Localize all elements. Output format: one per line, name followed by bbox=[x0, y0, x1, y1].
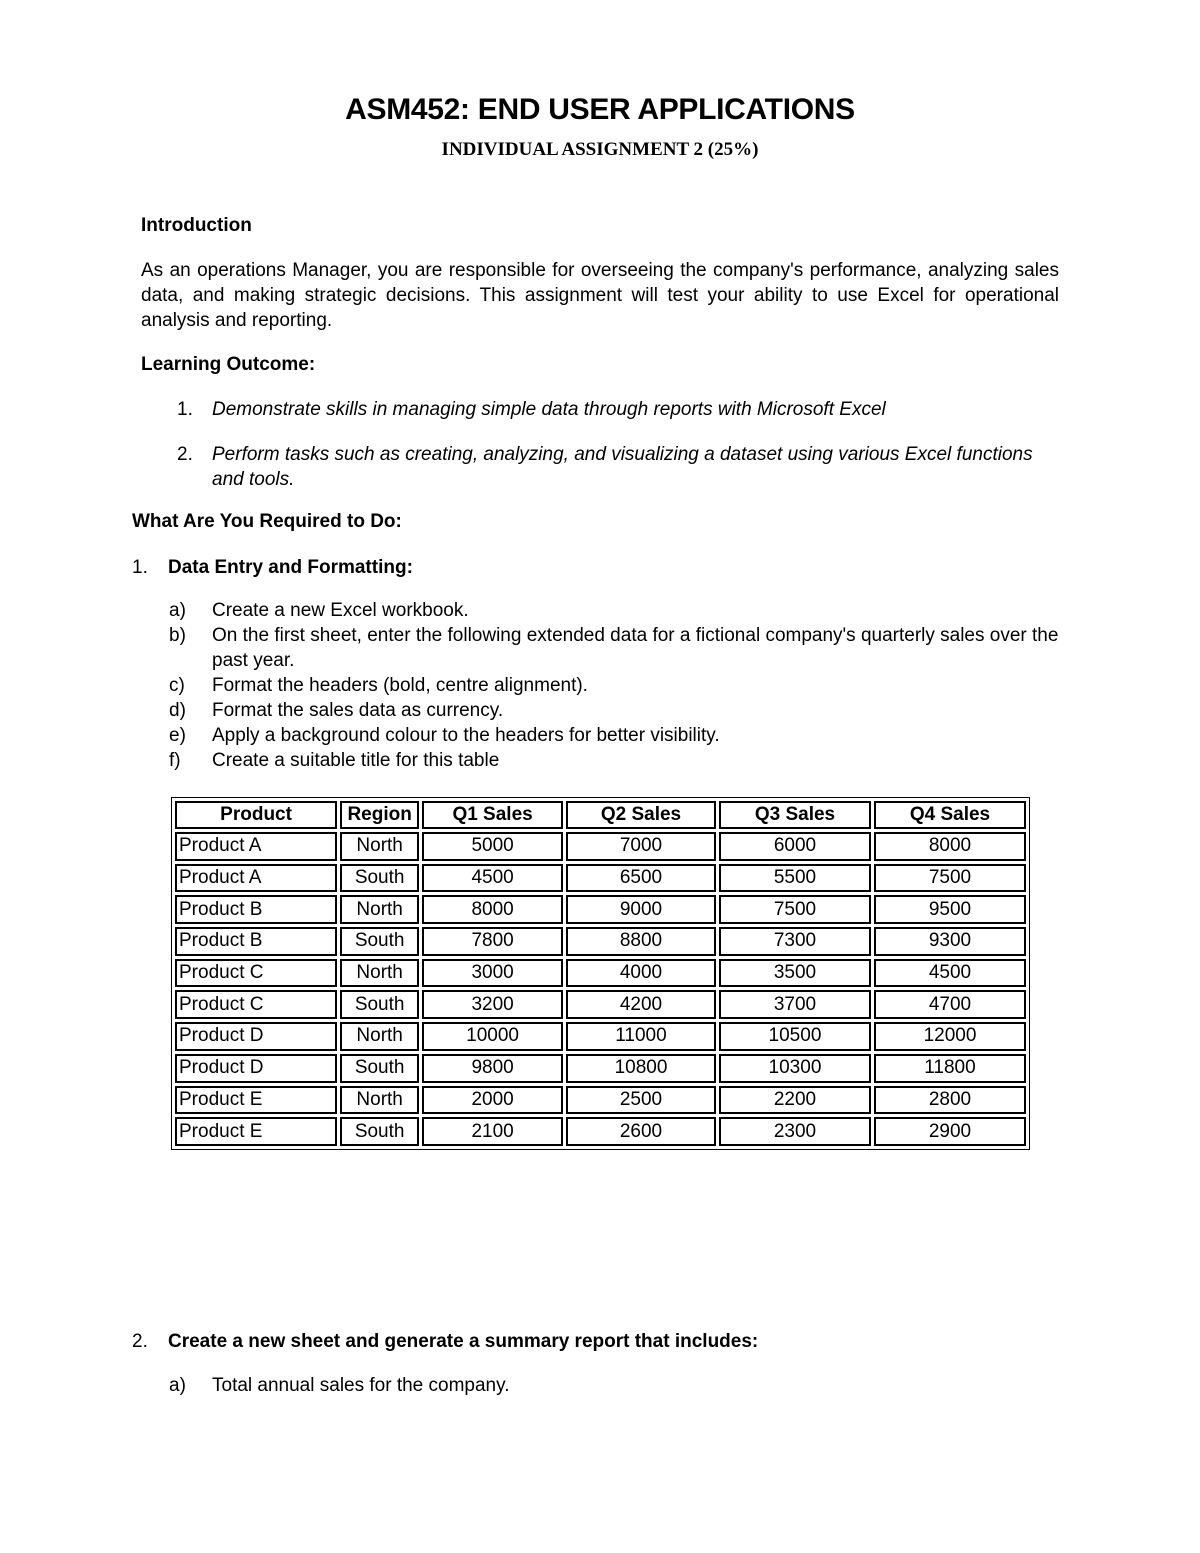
task-2-number: 2. bbox=[132, 1331, 148, 1352]
task-2-title: Create a new sheet and generate a summary report that includes: bbox=[168, 1331, 759, 1352]
item-text: On the first sheet, enter the following extended data for a fictional company's quarterly sales over the past year. bbox=[212, 625, 1059, 671]
table-cell: Product E bbox=[175, 1086, 337, 1115]
table-cell: 8000 bbox=[874, 832, 1026, 861]
column-header: Region bbox=[340, 801, 419, 829]
item-letter: f) bbox=[169, 750, 181, 771]
table-cell: 10000 bbox=[422, 1022, 563, 1051]
table-cell: South bbox=[340, 1054, 419, 1083]
table-cell: 12000 bbox=[874, 1022, 1026, 1051]
table-cell: 9000 bbox=[566, 895, 716, 924]
table-cell: South bbox=[340, 864, 419, 893]
item-text: Format the headers (bold, centre alignment). bbox=[212, 675, 588, 696]
table-header-row bbox=[175, 801, 1026, 829]
table-cell: 3500 bbox=[719, 959, 871, 988]
required-heading: What Are You Required to Do: bbox=[132, 511, 402, 532]
item-text: Create a suitable title for this table bbox=[212, 750, 500, 771]
table-cell: 6000 bbox=[719, 832, 871, 861]
table-cell: North bbox=[340, 959, 419, 988]
column-header: Q4 Sales bbox=[874, 801, 1026, 829]
table-cell: North bbox=[340, 895, 419, 924]
column-header: Q1 Sales bbox=[422, 801, 563, 829]
task-1-item bbox=[169, 673, 1059, 698]
table-cell: South bbox=[340, 990, 419, 1019]
document-subtitle: INDIVIDUAL ASSIGNMENT 2 (25%) bbox=[441, 139, 759, 160]
item-text: Format the sales data as currency. bbox=[212, 700, 504, 721]
table-row bbox=[175, 1086, 1026, 1115]
column-header: Product bbox=[175, 801, 337, 829]
table-cell: 2200 bbox=[719, 1086, 871, 1115]
table-cell: Product A bbox=[175, 832, 337, 861]
learning-outcome-number: 2. bbox=[177, 444, 193, 465]
learning-outcome-heading: Learning Outcome: bbox=[141, 354, 316, 375]
task-2-heading bbox=[132, 1329, 1059, 1354]
table-cell: 8000 bbox=[422, 895, 563, 924]
table-cell: South bbox=[340, 1117, 419, 1146]
item-text: Create a new Excel workbook. bbox=[212, 600, 469, 621]
table-cell: 2000 bbox=[422, 1086, 563, 1115]
table-row bbox=[175, 1117, 1026, 1146]
table-cell: Product C bbox=[175, 990, 337, 1019]
table-row bbox=[175, 990, 1026, 1019]
introduction-text: As an operations Manager, you are responsible for overseeing the company's performance, analyzing sales data, and making strategic decisions. This assignment will test your ability to use Excel for operational analysis and reporting. bbox=[141, 260, 1059, 331]
task-1-title: Data Entry and Formatting: bbox=[168, 557, 413, 578]
table-cell: 6500 bbox=[566, 864, 716, 893]
sales-data-table bbox=[171, 797, 1030, 1150]
table-cell: Product D bbox=[175, 1022, 337, 1051]
table-cell: 4700 bbox=[874, 990, 1026, 1019]
table-cell: 9800 bbox=[422, 1054, 563, 1083]
table-cell: 11000 bbox=[566, 1022, 716, 1051]
table-cell: 11800 bbox=[874, 1054, 1026, 1083]
table-cell: 7500 bbox=[719, 895, 871, 924]
task-2-list bbox=[169, 1373, 1059, 1398]
task-1-item bbox=[169, 623, 1059, 673]
learning-outcome-number: 1. bbox=[177, 399, 193, 420]
table-cell: North bbox=[340, 1022, 419, 1051]
table-cell: 4000 bbox=[566, 959, 716, 988]
task-2-item bbox=[169, 1373, 1059, 1398]
table-cell: 2500 bbox=[566, 1086, 716, 1115]
learning-outcome-text: Perform tasks such as creating, analyzing, and visualizing a dataset using various Excel functions and tools. bbox=[212, 444, 1033, 490]
table-cell: 10800 bbox=[566, 1054, 716, 1083]
table-cell: South bbox=[340, 927, 419, 956]
table-cell: 9300 bbox=[874, 927, 1026, 956]
table-cell: 2900 bbox=[874, 1117, 1026, 1146]
table-row bbox=[175, 895, 1026, 924]
task-1-list bbox=[169, 598, 1059, 773]
item-letter: a) bbox=[169, 600, 186, 621]
table-cell: 10300 bbox=[719, 1054, 871, 1083]
task-1-item bbox=[169, 698, 1059, 723]
table-cell: North bbox=[340, 832, 419, 861]
table-cell: 7800 bbox=[422, 927, 563, 956]
item-letter: b) bbox=[169, 625, 186, 646]
table-cell: 2300 bbox=[719, 1117, 871, 1146]
table-cell: Product A bbox=[175, 864, 337, 893]
task-1-number: 1. bbox=[132, 557, 148, 578]
table-cell: 2100 bbox=[422, 1117, 563, 1146]
table-cell: 3000 bbox=[422, 959, 563, 988]
task-1-item bbox=[169, 723, 1059, 748]
table-row bbox=[175, 959, 1026, 988]
item-text: Apply a background colour to the headers for better visibility. bbox=[212, 725, 720, 746]
table-row bbox=[175, 927, 1026, 956]
table-cell: Product B bbox=[175, 895, 337, 924]
table-cell: Product B bbox=[175, 927, 337, 956]
table-cell: 2800 bbox=[874, 1086, 1026, 1115]
item-letter: e) bbox=[169, 725, 186, 746]
table-cell: 8800 bbox=[566, 927, 716, 956]
table-cell: 4500 bbox=[422, 864, 563, 893]
column-header: Q2 Sales bbox=[566, 801, 716, 829]
task-1-item bbox=[169, 598, 1059, 623]
table-cell: 4500 bbox=[874, 959, 1026, 988]
table-cell: 7000 bbox=[566, 832, 716, 861]
table-cell: 3200 bbox=[422, 990, 563, 1019]
table-cell: 2600 bbox=[566, 1117, 716, 1146]
table-row bbox=[175, 832, 1026, 861]
item-text: Total annual sales for the company. bbox=[212, 1375, 510, 1396]
table-cell: Product E bbox=[175, 1117, 337, 1146]
table-cell: Product D bbox=[175, 1054, 337, 1083]
table-cell: Product C bbox=[175, 959, 337, 988]
table-row bbox=[175, 1022, 1026, 1051]
table-cell: 3700 bbox=[719, 990, 871, 1019]
table-cell: 5000 bbox=[422, 832, 563, 861]
table-body bbox=[175, 832, 1026, 1146]
task-1-item bbox=[169, 748, 1059, 773]
table-row bbox=[175, 864, 1026, 893]
item-letter: d) bbox=[169, 700, 186, 721]
table-cell: 5500 bbox=[719, 864, 871, 893]
document-title: ASM452: END USER APPLICATIONS bbox=[345, 93, 855, 126]
table-cell: 7300 bbox=[719, 927, 871, 956]
table-cell: 4200 bbox=[566, 990, 716, 1019]
column-header: Q3 Sales bbox=[719, 801, 871, 829]
table-cell: North bbox=[340, 1086, 419, 1115]
item-letter: a) bbox=[169, 1375, 186, 1396]
learning-outcome-text: Demonstrate skills in managing simple data through reports with Microsoft Excel bbox=[212, 399, 886, 420]
item-letter: c) bbox=[169, 675, 185, 696]
introduction-heading: Introduction bbox=[141, 215, 252, 236]
table-cell: 7500 bbox=[874, 864, 1026, 893]
table-cell: 10500 bbox=[719, 1022, 871, 1051]
task-1-heading bbox=[132, 555, 1059, 580]
table-row bbox=[175, 1054, 1026, 1083]
table-cell: 9500 bbox=[874, 895, 1026, 924]
